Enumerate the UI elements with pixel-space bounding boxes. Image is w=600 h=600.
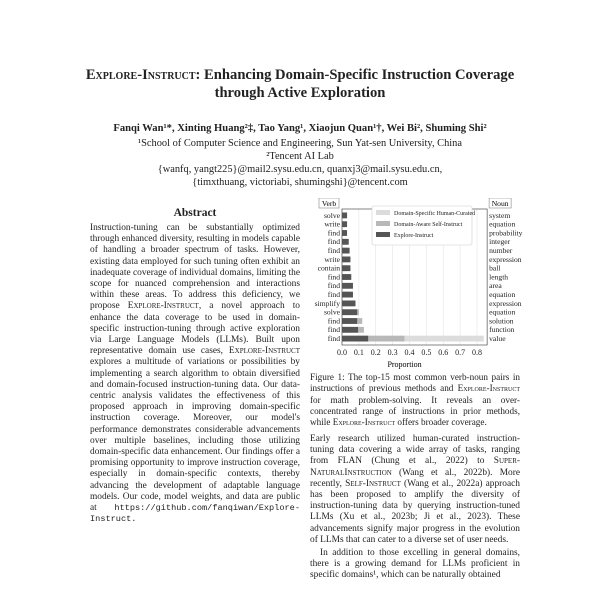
verb-label: find <box>327 325 340 335</box>
bar-2 <box>342 221 347 227</box>
affiliation: ¹School of Computer Science and Engineering, Sun Yat-sen University, China <box>138 138 462 149</box>
figure-caption: Figure 1: The top-15 most common verb-noun pairs in instructions of previous methods and Explore-Instruct for math problem-solving. It reveals an over-concentrated range of instructions in prior methods, while Explore-Instruct offers broader coverage. <box>310 372 520 428</box>
noun-label: equation <box>489 290 516 299</box>
legend-label: Domain-Specific Human-Curated <box>394 211 476 217</box>
bar-2 <box>342 301 356 307</box>
noun-header: Noun <box>491 199 509 208</box>
noun-label: expression <box>489 254 522 264</box>
verb-label: find <box>327 316 340 326</box>
noun-label: probability <box>489 228 523 238</box>
noun-label: value <box>489 334 506 343</box>
verb-label: solve <box>323 210 340 220</box>
bar-2 <box>342 292 353 298</box>
bar-2 <box>342 239 349 245</box>
noun-label: ball <box>489 263 501 273</box>
x-tick-label: 0.6 <box>438 348 449 357</box>
figure-1-chart <box>310 198 530 370</box>
verb-header: Verb <box>321 199 337 208</box>
legend-swatch <box>376 232 390 237</box>
verb-label: write <box>324 254 340 264</box>
verb-label: contain <box>317 263 340 273</box>
bar-2 <box>342 265 350 271</box>
verb-label: find <box>327 272 340 282</box>
x-tick-label: 0.0 <box>337 348 347 357</box>
bar-2 <box>342 318 357 324</box>
verb-label: find <box>327 281 340 291</box>
noun-label: system <box>489 210 511 220</box>
bar-2 <box>342 336 368 342</box>
legend-swatch <box>376 221 390 226</box>
bar-2 <box>342 274 351 280</box>
noun-label: number <box>489 246 513 255</box>
introduction-text: Early research utilized human-curated instruction-tuning data covering a wide array of tasks, ranging from FLAN (Chung et al., 2022) to Super-NaturalInstruction (Wang et al., 2022b). More recently, Self-Instruct (Wang et al., 2022a) approach has been proposed to amplify the diversity of instruction-tuning data by querying instruction-tuned LLMs (Xu et al., 2023b; Ji et al., 2023). These advancements signify major progress in the evolution of LLMs that can cater to a diverse set of user needs. In addition to those excelling in general domains, there is a growing demand for LLMs proficient in specific domains¹, which can be naturally obtained <box>310 434 520 581</box>
noun-label: integer <box>489 237 511 247</box>
x-tick-label: 0.4 <box>404 348 415 357</box>
verb-label: find <box>327 334 340 343</box>
noun-label: solution <box>489 316 514 326</box>
emails: {timxthuang, victoriabi, shumingshi}@tencent.com <box>192 177 408 188</box>
x-tick-label: 0.2 <box>370 348 381 357</box>
verb-label: solve <box>323 307 340 317</box>
x-tick-label: 0.1 <box>353 348 364 357</box>
paper-title: Explore-Instruct: Enhancing Domain-Specific Instruction Coverage through Active Exploration <box>85 67 515 101</box>
noun-label: length <box>489 272 509 282</box>
bar-2 <box>342 248 350 254</box>
affiliation: ²Tencent AI Lab <box>266 151 334 162</box>
code-link[interactable]: https://github.com/fanqiwan/Explore-Instruct. <box>90 503 300 525</box>
noun-label: area <box>489 281 502 291</box>
verb-label: simplify <box>314 298 340 308</box>
bar-2 <box>342 327 358 333</box>
legend-label: Explore-Instruct <box>394 233 434 239</box>
bar-2 <box>342 257 350 263</box>
authors: Fanqi Wan¹*, Xinting Huang²‡, Tao Yang¹, Xiaojun Quan¹†, Wei Bi², Shuming Shi² <box>113 123 487 134</box>
x-axis-label: Proportion <box>387 360 422 369</box>
bar-2 <box>342 283 353 289</box>
verb-label: find <box>327 237 340 247</box>
noun-label: function <box>489 325 515 335</box>
verb-label: find <box>327 290 340 299</box>
x-tick-label: 0.3 <box>387 348 398 357</box>
verb-label: write <box>324 219 340 229</box>
x-tick-label: 0.7 <box>455 348 466 357</box>
noun-label: equation <box>489 219 516 229</box>
bar-2 <box>342 213 347 219</box>
x-tick-label: 0.8 <box>472 348 482 357</box>
legend-label: Domain-Aware Self-Instruct <box>394 222 463 228</box>
abstract-heading: Abstract <box>173 207 217 219</box>
x-tick-label: 0.5 <box>421 348 432 357</box>
abstract-text: Instruction-tuning can be substantially optimized through enhanced diversity, resulting in models capable of handling a broader spectrum of tasks. However, existing data employed for such tuning often exhibit an inadequate coverage of individual domains, limiting the scope for nuanced comprehension and interactions within these areas. To address this deficiency, we propose Explore-Instruct, a novel approach to enhance the data coverage to be used in domain-specific instruction-tuning through active exploration via Large Language Models (LLMs). Built upon representative domain use cases, Explore-Instruct explores a multitude of variations or possibilities by implementing a search algorithm to obtain diversified and domain-focused instruction-tuning data. Our data-centric analysis validates the effectiveness of this proposed approach in improving domain-specific instruction coverage. Moreover, our model's performance demonstrates considerable advancements over multiple baselines, including those utilizing domain-specific data enhancement. Our findings offer a promising opportunity to improve instruction coverage, especially in domain-specific contexts, thereby advancing the development of adaptable language models. Our code, model weights, and data are public at https://github.com/fanqiwan/Explore-Instruct. <box>90 223 300 525</box>
verb-label: find <box>327 246 340 255</box>
noun-label: equation <box>489 307 516 317</box>
noun-label: expression <box>489 298 522 308</box>
legend-swatch <box>376 210 390 215</box>
bar-2 <box>342 230 347 236</box>
verb-label: find <box>327 228 340 238</box>
emails: {wanfq, yangt225}@mail2.sysu.edu.cn, quanxj3@mail.sysu.edu.cn, <box>157 164 443 175</box>
bar-2 <box>342 309 357 315</box>
